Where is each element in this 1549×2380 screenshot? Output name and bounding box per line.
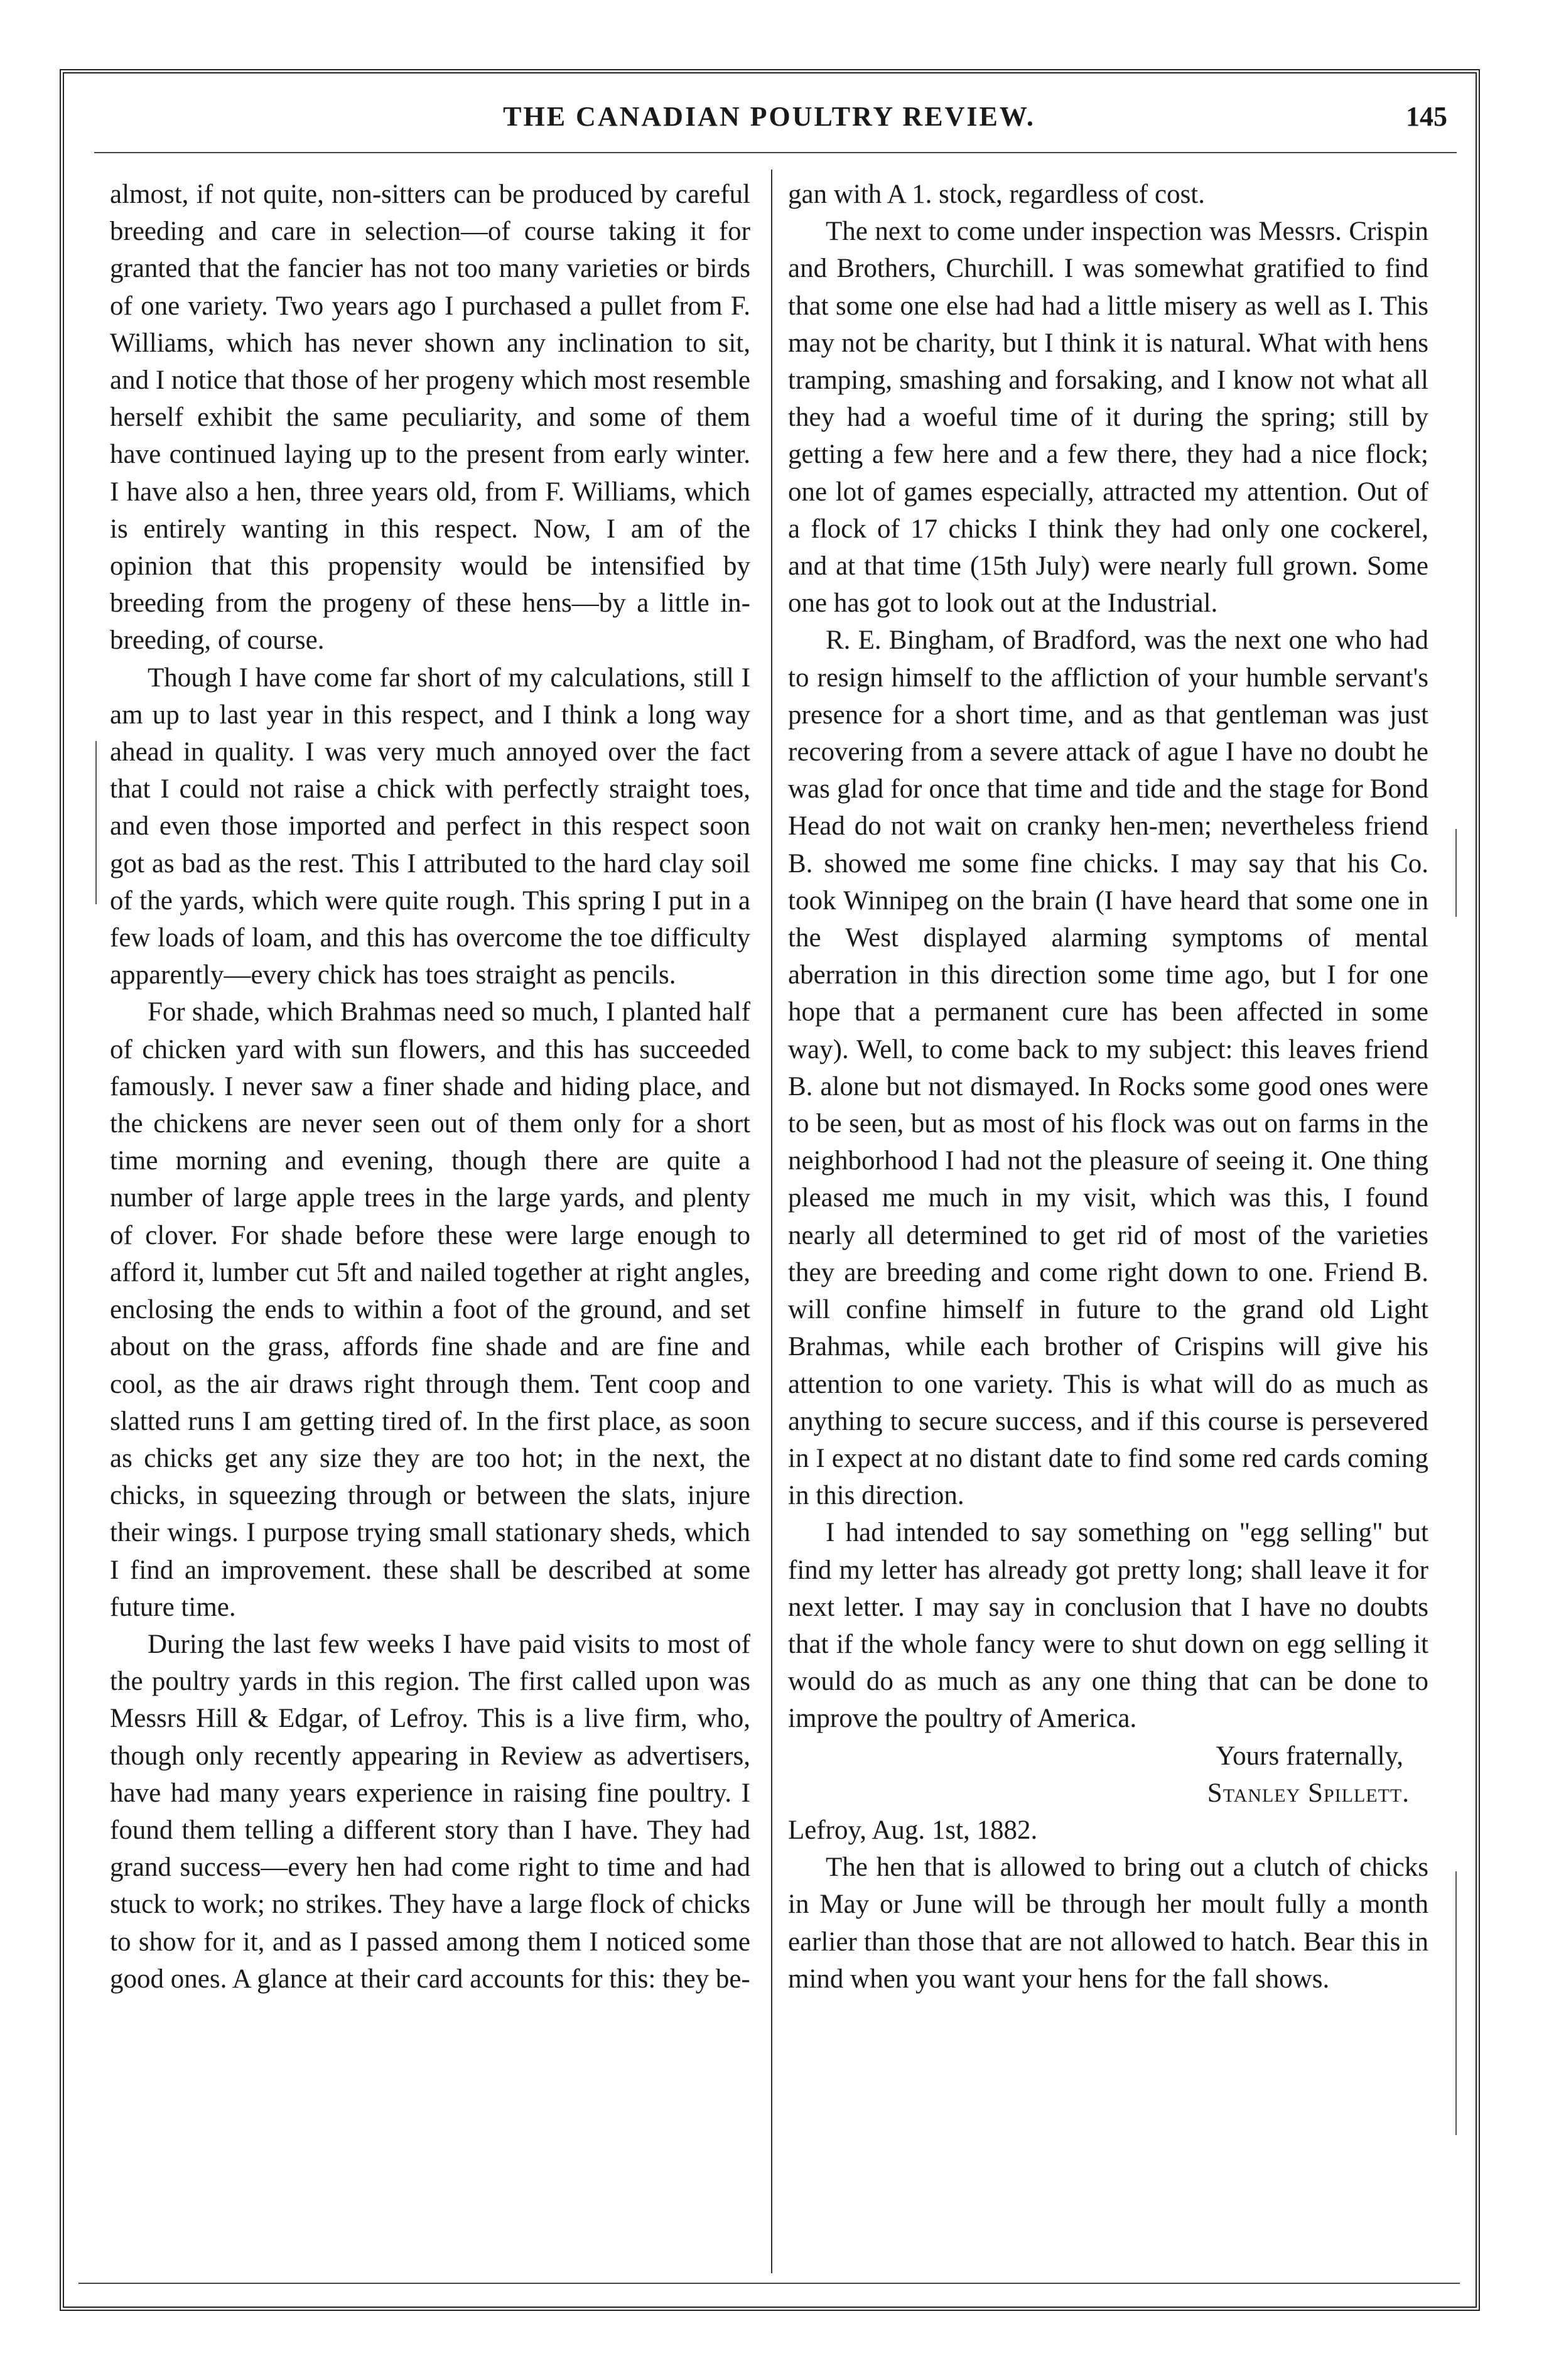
- paragraph: The next to come under inspection was Messrs. Crispin and Brothers, Churchill. I was somewhat gratified to find that some one else had had a little misery as well as I. This may not be charity, but I think it is natural. What with hens tramping, smashing and forsaking, and I know not what all they had a woeful time of it during the spring; still by getting a few here and a few there, they had a nice flock; one lot of games especially, attracted my attention. Out of a flock of 17 chicks I think they had only one cockerel, and at that time (15th July) were nearly full grown. Some one has got to look out at the Industrial.: [788, 217, 1428, 619]
- bottom-rule: [78, 2283, 1460, 2284]
- margin-mark: [95, 741, 97, 904]
- column-divider: [771, 170, 772, 2273]
- paragraph: For shade, which Brahmas need so much, I planted half of chicken yard with sun flowers, and this has succeeded famously. I never saw a finer shade and hiding place, and the chickens are never seen out of them only for a short time morning and evening, though there are quite a number of large apple trees in the large yards, and plenty of clover. For shade before these were large enough to afford it, lumber cut 5ft and nailed together at right angles, enclosing the ends to within a foot of the ground, and set about on the grass, affords fine shade and are fine and cool, as the air draws right through them. Tent coop and slatted runs I am getting tired of. In the first place, as soon as chicks get any size they are too hot; in the next, the chicks, in squeezing through or between the slats, injure their wings. I purpose trying small stationary sheds, which I find an improvement. these shall be described at some future time.: [110, 997, 750, 1622]
- left-column: [110, 176, 750, 1998]
- closing: Yours fraternally,: [1216, 1741, 1403, 1771]
- running-title: THE CANADIAN POULTRY REVIEW.: [503, 101, 1035, 132]
- dateline: Lefroy, Aug. 1st, 1882.: [788, 1815, 1038, 1845]
- margin-mark: [1455, 829, 1457, 917]
- signature: Stanley Spillett.: [1207, 1778, 1410, 1808]
- page-header: [78, 94, 1460, 151]
- postscript: The hen that is allowed to bring out a clutch of chicks in May or June will be through her moult fully a month earlier than those that are not allowed to hatch. Bear this in mind when you want your hens for the fall shows.: [788, 1853, 1428, 1994]
- page-number: 145: [1406, 101, 1447, 132]
- paragraph: During the last few weeks I have paid visits to most of the poultry yards in this region. The first called upon was Messrs Hill & Edgar, of Lefroy. This is a live firm, who, though only recently appearing in Review as advertisers, have had many years experience in raising fine poultry. I found them telling a different story than I have. They had grand success—every hen had come right to time and had stuck to work; no strikes. They have a large flock of chicks to show for it, and as I passed among them I noticed some good ones. A glance at their card accounts for this: they be-: [110, 1629, 750, 1994]
- paragraph: I had intended to say something on "egg selling" but find my letter has already got pretty long; shall leave it for next letter. I may say in conclusion that I have no doubts that if the whole fancy were to shut down on egg selling it would do as much as any one thing that can be done to improve the poultry of America.: [788, 1518, 1428, 1734]
- margin-mark: [1455, 1871, 1457, 2135]
- header-rule: [94, 152, 1457, 153]
- right-column: [788, 176, 1428, 1998]
- paragraph: R. E. Bingham, of Bradford, was the next one who had to resign himself to the affliction of your humble servant's presence for a short time, and as that gentleman was just recovering from a severe attack of ague I have no doubt he was glad for once that time and tide and the stage for Bond Head do not wait on cranky hen-men; nevertheless friend B. showed me some fine chicks. I may say that his Co. took Winnipeg on the brain (I have heard that some one in the West displayed alarming symptoms of mental aberration in this direction some time ago, but I for one hope that a permanent cure has been affected in some way). Well, to come back to my subject: this leaves friend B. alone but not dismayed. In Rocks some good ones were to be seen, but as most of his flock was out on farms in the neighborhood I had not the pleasure of seeing it. One thing pleased me much in my visit, which was this, I found nearly all determined to get rid of most of the varieties they are breeding and come right down to one. Friend B. will confine himself in future to the grand old Light Brahmas, while each brother of Crispins will give his attention to one variety. This is what will do as much as anything to secure success, and if this course is persevered in I expect at no distant date to find some red cards coming in this direction.: [788, 625, 1428, 1511]
- paragraph: Though I have come far short of my calculations, still I am up to last year in this respect, and I think a long way ahead in quality. I was very much annoyed over the fact that I could not raise a chick with perfectly straight toes, and even those imported and perfect in this respect soon got as bad as the rest. This I attributed to the hard clay soil of the yards, which were quite rough. This spring I put in a few loads of loam, and this has overcome the toe difficulty apparently—every chick has toes straight as pencils.: [110, 663, 750, 990]
- paragraph: almost, if not quite, non-sitters can be produced by careful breeding and care in selection—of course taking it for granted that the fancier has not too many varieties or birds of one variety. Two years ago I purchased a pullet from F. Williams, which has never shown any inclination to sit, and I notice that those of her progeny which most resemble herself exhibit the same peculiarity, and some of them have continued laying up to the present from early winter. I have also a hen, three years old, from F. Williams, which is entirely wanting in this respect. Now, I am of the opinion that this propensity would be intensified by breeding from the progeny of these hens—by a little in-breeding, of course.: [110, 180, 750, 656]
- paragraph: gan with A 1. stock, regardless of cost.: [788, 180, 1206, 209]
